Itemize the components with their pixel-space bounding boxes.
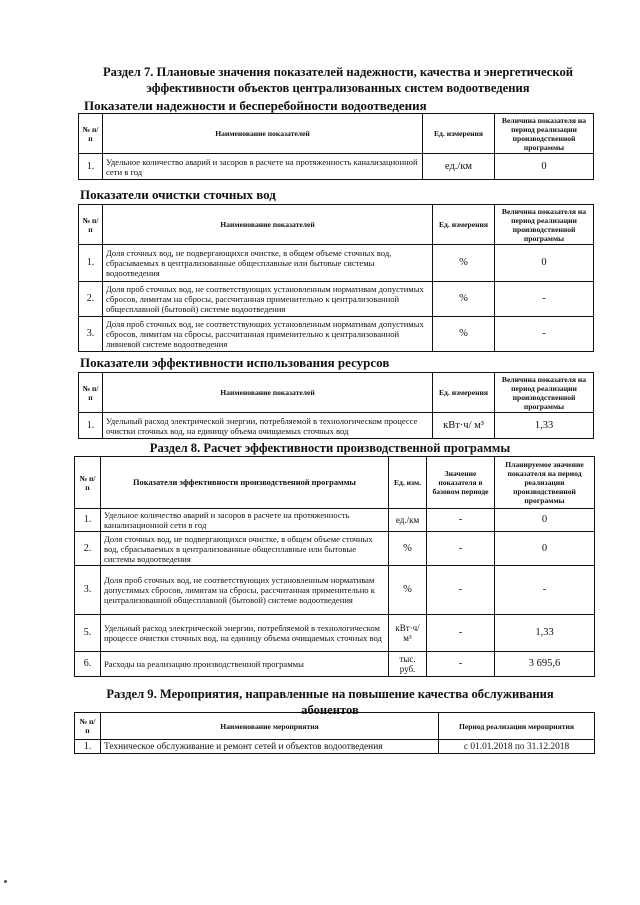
row-value: -	[495, 317, 594, 352]
table-row	[79, 413, 594, 439]
treatment-subtitle: Показатели очистки сточных вод	[80, 187, 276, 202]
table-header-row	[75, 457, 595, 509]
row-name: Удельное количество аварий и засоров в расчете на протяженность канализационной сети в год	[101, 509, 389, 532]
header-num: № п/п	[75, 713, 101, 740]
header-unit: Ед. изм.	[389, 457, 427, 509]
efficiency-table	[74, 456, 595, 677]
row-unit: %	[389, 532, 427, 566]
row-name: Удельный расход электрической энергии, потребляемой в технологическом процессе очистки сточных вод, на единицу объема очищаемых сточных вод	[101, 615, 389, 652]
row-unit: кВт·ч/ м³	[389, 615, 427, 652]
row-name: Расходы на реализацию производственной программы	[101, 652, 389, 677]
resources-table	[78, 372, 594, 439]
table-row	[79, 282, 594, 317]
header-name: Наименование показателей	[103, 114, 423, 154]
resources-subtitle: Показатели эффективности использования ресурсов	[80, 355, 390, 370]
row-name: Техническое обслуживание и ремонт сетей и объектов водоотведения	[101, 740, 439, 754]
row-unit: %	[433, 282, 495, 317]
row-unit: ед./км	[423, 154, 495, 180]
table-row	[75, 509, 595, 532]
section-7-title-line2: эффективности объектов централизованных систем водоотведения	[146, 81, 530, 95]
table-row	[75, 566, 595, 615]
table-row	[75, 615, 595, 652]
header-name: Наименование показателей	[103, 373, 433, 413]
row-name: Доля сточных вод, не подвергающихся очистке, в общем объеме сточных вод, сбрасываемых в централизованные общесплавные или бытовые системы водоотведения	[101, 532, 389, 566]
table-header-row	[79, 205, 594, 245]
header-period: Период реализации мероприятия	[439, 713, 595, 740]
section-7-title	[78, 64, 598, 96]
row-planned: -	[495, 566, 595, 615]
row-unit: %	[389, 566, 427, 615]
table-row	[75, 740, 595, 754]
row-base: -	[427, 615, 495, 652]
row-num: 1.	[75, 740, 101, 754]
row-planned: 0	[495, 532, 595, 566]
section-9-title-line1: Раздел 9. Мероприятия, направленные на повышение качества обслуживания	[106, 687, 554, 701]
header-value: Величина показателя на период реализации производственной программы	[495, 373, 594, 413]
row-num: 2.	[79, 282, 103, 317]
row-unit: тыс. руб.	[389, 652, 427, 677]
row-num: 1.	[79, 154, 103, 180]
table-row	[79, 154, 594, 180]
row-value: -	[495, 282, 594, 317]
row-num: 5.	[75, 615, 101, 652]
header-name: Наименование мероприятия	[101, 713, 439, 740]
row-unit: ед./км	[389, 509, 427, 532]
table-row	[79, 245, 594, 282]
header-unit: Ед. измерения	[433, 373, 495, 413]
table-header-row	[79, 373, 594, 413]
row-num: 6.	[75, 652, 101, 677]
table-row	[79, 317, 594, 352]
row-name: Удельный расход электрической энергии, потребляемой в технологическом процессе очистки сточных вод, на единицу объема очищаемых сточных вод	[103, 413, 433, 439]
row-num: 3.	[79, 317, 103, 352]
row-num: 1.	[75, 509, 101, 532]
section-8-title: Раздел 8. Расчет эффективности производственной программы	[149, 441, 511, 455]
header-unit: Ед. измерения	[423, 114, 495, 154]
header-num: № п/п	[75, 457, 101, 509]
header-unit: Ед. измерения	[433, 205, 495, 245]
row-name: Удельное количество аварий и засоров в расчете на протяженность канализационной сети в год	[103, 154, 423, 180]
row-name: Доля сточных вод, не подвергающихся очистке, в общем объеме сточных вод, сбрасываемых в централизованные общесплавные или бытовые системы водоотведения	[103, 245, 433, 282]
row-planned: 0	[495, 509, 595, 532]
row-base: -	[427, 652, 495, 677]
row-base: -	[427, 532, 495, 566]
table-header-row	[75, 713, 595, 740]
header-value: Величина показателя на период реализации производственной программы	[495, 114, 594, 154]
row-period: с 01.01.2018 по 31.12.2018	[439, 740, 595, 754]
row-num: 2.	[75, 532, 101, 566]
row-value: 0	[495, 154, 594, 180]
row-value: 0	[495, 245, 594, 282]
row-unit: %	[433, 317, 495, 352]
row-unit: %	[433, 245, 495, 282]
reliability-subtitle: Показатели надежности и бесперебойности водоотведения	[84, 98, 427, 113]
row-base: -	[427, 509, 495, 532]
header-num: № п/п	[79, 114, 103, 154]
header-value: Величина показателя на период реализации производственной программы	[495, 205, 594, 245]
section-7-title-line1: Раздел 7. Плановые значения показателей надежности, качества и энергетической	[102, 65, 574, 79]
table-header-row	[79, 114, 594, 154]
row-num: 1.	[79, 245, 103, 282]
row-base: -	[427, 566, 495, 615]
header-name: Наименование показателей	[103, 205, 433, 245]
table-row	[75, 532, 595, 566]
row-planned: 1,33	[495, 615, 595, 652]
row-name: Доля проб сточных вод, не соответствующих установленным нормативам допустимых сбросов, лимитам на сбросы, рассчитанная применительно к централизованной общесплавной (бытовой) системе водоотведения	[103, 282, 433, 317]
row-value: 1,33	[495, 413, 594, 439]
reliability-table	[78, 113, 594, 180]
section-9-title-line2: абонентов	[301, 703, 359, 717]
table-row	[75, 652, 595, 677]
row-name: Доля проб сточных вод, не соответствующих установленным нормативам допустимых сбросов, лимитам на сбросы, рассчитанная применительно к централизованной ливневой системе водоотведения	[103, 317, 433, 352]
header-num: № п/п	[79, 205, 103, 245]
scan-speck	[4, 880, 7, 883]
header-name: Показатели эффективности производственной программы	[101, 457, 389, 509]
row-planned: 3 695,6	[495, 652, 595, 677]
header-base: Значение показателя в базовом периоде	[427, 457, 495, 509]
row-unit: кВт·ч/ м³	[433, 413, 495, 439]
row-num: 1.	[79, 413, 103, 439]
header-planned: Планируемое значение показателя на период реализации производственной программы	[495, 457, 595, 509]
measures-table	[74, 712, 595, 754]
treatment-table	[78, 204, 594, 352]
row-num: 3.	[75, 566, 101, 615]
row-name: Доля проб сточных вод, не соответствующих установленным нормативам допустимых сбросов, лимитам на сбросы, рассчитанная применительно к централизованной общесплавной (бытовой) системе водоотведения	[101, 566, 389, 615]
header-num: № п/п	[79, 373, 103, 413]
